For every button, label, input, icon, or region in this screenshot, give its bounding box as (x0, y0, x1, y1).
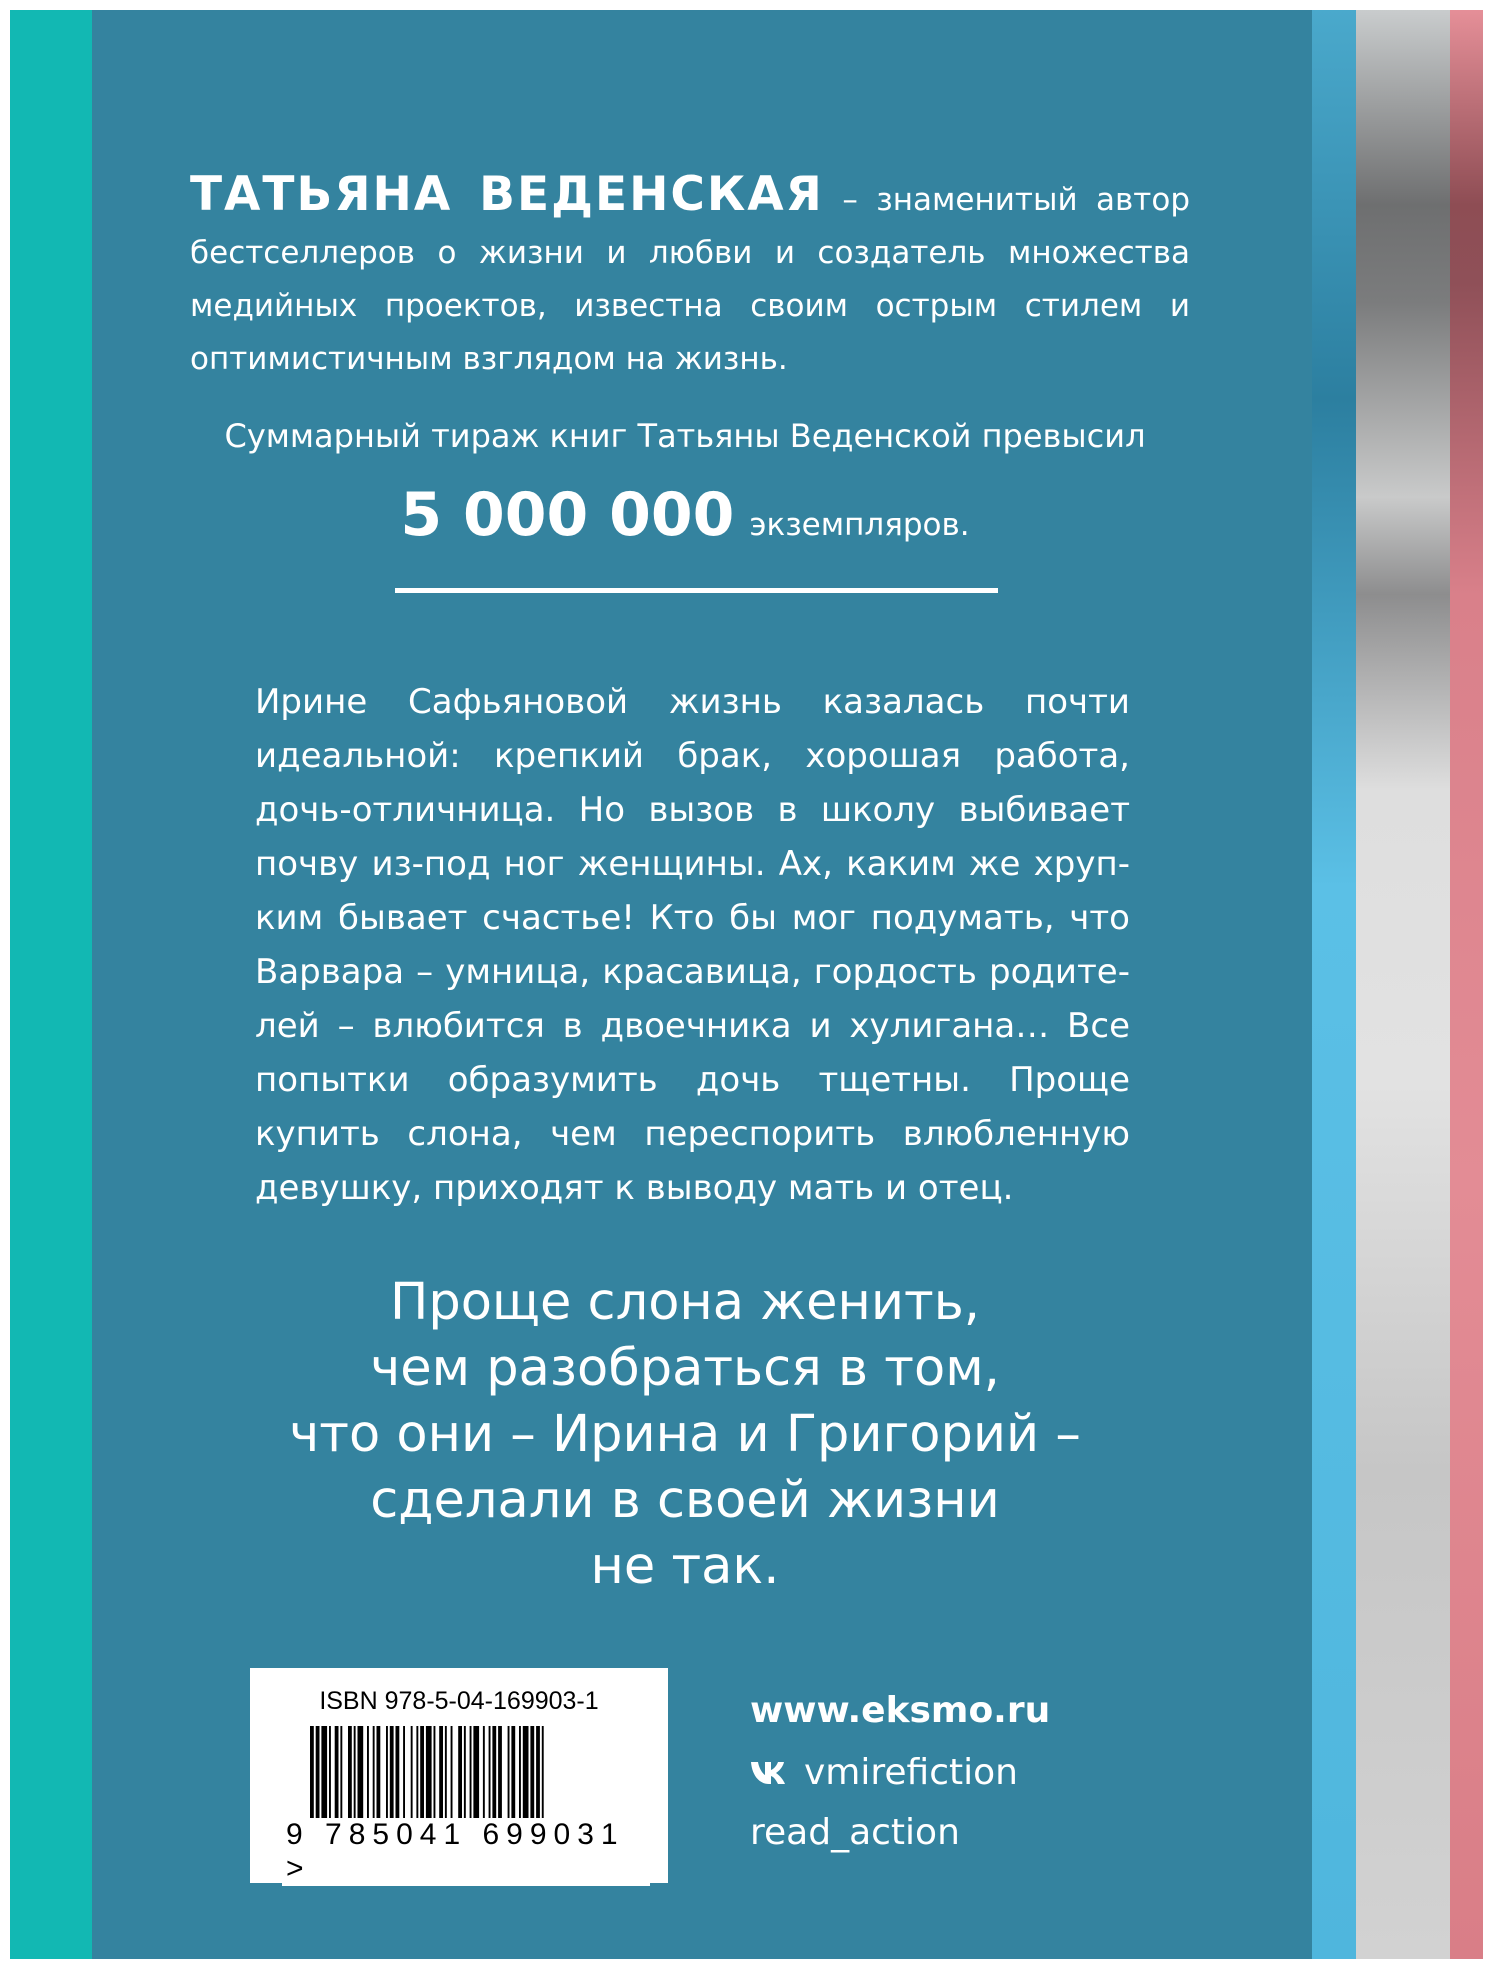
description-line: лей – влюбится в двоечника и хулигана… Все (255, 1006, 1130, 1046)
description-line: ким бывает счастье! Кто бы мог подумать, что (255, 898, 1130, 938)
barcode-bar (416, 1726, 418, 1826)
barcode-bar (377, 1726, 381, 1826)
tagline-line: что они – Ирина и Григорий – (289, 1405, 1081, 1464)
photo-stripe (1356, 10, 1450, 1959)
author-name: ТАТЬЯНА ВЕДЕНСКАЯ (190, 167, 824, 222)
circulation-figure (150, 480, 1220, 550)
vk-handle: vmirefiction (804, 1752, 1018, 1793)
description-line: дочь-отличница. Но вызов в школу выбивает (255, 790, 1130, 830)
barcode-bar (470, 1726, 472, 1826)
barcode-bar (508, 1726, 510, 1826)
description-line: почву из-под ног женщины. Ах, каким же хруп- (255, 844, 1130, 884)
description-line: Варвара – умница, красавица, гордость родите- (255, 952, 1130, 992)
barcode-bar (492, 1726, 496, 1826)
barcode-bar (420, 1726, 424, 1826)
barcode-bar (489, 1726, 491, 1826)
barcode-bar (411, 1726, 413, 1826)
barcode-bar (321, 1726, 327, 1826)
barcode-bar (523, 1726, 529, 1826)
vk-logo-icon (750, 1760, 790, 1786)
barcode-bar (367, 1726, 369, 1826)
barcode-bar (358, 1726, 364, 1826)
author-bio-text: – знаменитый автор бестселлеров о жизни и любви и создатель множества медийных проектов, известна своим острым стилем и оптимистичным взглядом на жизнь. (190, 182, 1191, 377)
isbn-number: ISBN 978-5-04-169903-1 (319, 1687, 599, 1715)
barcode-bar (329, 1726, 331, 1826)
divider (395, 588, 998, 593)
barcode-bar (396, 1726, 400, 1826)
tagline-line: Проще слона женить, (390, 1273, 980, 1332)
barcode-bar (335, 1726, 339, 1826)
tagline (150, 1270, 1220, 1600)
description-line: девушку, приходят к выводу мать и отец. (255, 1168, 1014, 1208)
teal-strip (10, 10, 92, 1959)
tagline-line: сделали в своей жизни (370, 1471, 1000, 1530)
description-line: Ирине Сафьяновой жизнь казалась почти (255, 682, 1130, 722)
barcode-bar (464, 1726, 466, 1826)
circulation-number: 5 000 000 (400, 480, 735, 550)
vk-link[interactable] (750, 1752, 1018, 1793)
barcode-bar (530, 1726, 534, 1826)
barcode-bar (451, 1726, 453, 1826)
barcode-bar (354, 1726, 356, 1826)
barcode-bar (511, 1726, 515, 1826)
website-link[interactable]: www.eksmo.ru (750, 1690, 1051, 1731)
barcode-digits: 9 785041 699031 > (282, 1818, 650, 1886)
barcode-bar (458, 1726, 462, 1826)
barcode-bar (403, 1726, 405, 1826)
pink-stripe (1450, 10, 1483, 1959)
description-line: купить слона, чем переспорить влюбленную (255, 1114, 1130, 1154)
circulation-unit: экземпляров. (749, 507, 970, 543)
social-handle[interactable]: read_action (750, 1812, 960, 1853)
barcode-label (250, 1668, 668, 1883)
barcode-bar (473, 1726, 479, 1826)
description-line: идеальной: крепкий брак, хорошая работа, (255, 736, 1130, 776)
description-line: попытки образумить дочь тщетны. Проще (255, 1060, 1130, 1100)
barcode-bar (373, 1726, 375, 1826)
barcode-bar (483, 1726, 485, 1826)
barcode-bar (390, 1726, 394, 1826)
circulation-line: Суммарный тираж книг Татьяны Веденской превысил (224, 417, 1146, 455)
blue-stripe (1312, 10, 1356, 1959)
barcode-bar (445, 1726, 447, 1826)
barcode-bar (498, 1726, 502, 1826)
barcode-bar (439, 1726, 443, 1826)
barcode-bar (519, 1726, 521, 1826)
barcode-bar (386, 1726, 388, 1826)
author-bio (190, 168, 1190, 386)
tagline-line: не так. (590, 1537, 780, 1596)
tagline-line: чем разобраться в том, (370, 1339, 1000, 1398)
book-description (255, 675, 1130, 1215)
barcode-bar (348, 1726, 352, 1826)
barcode-bar (340, 1726, 342, 1826)
